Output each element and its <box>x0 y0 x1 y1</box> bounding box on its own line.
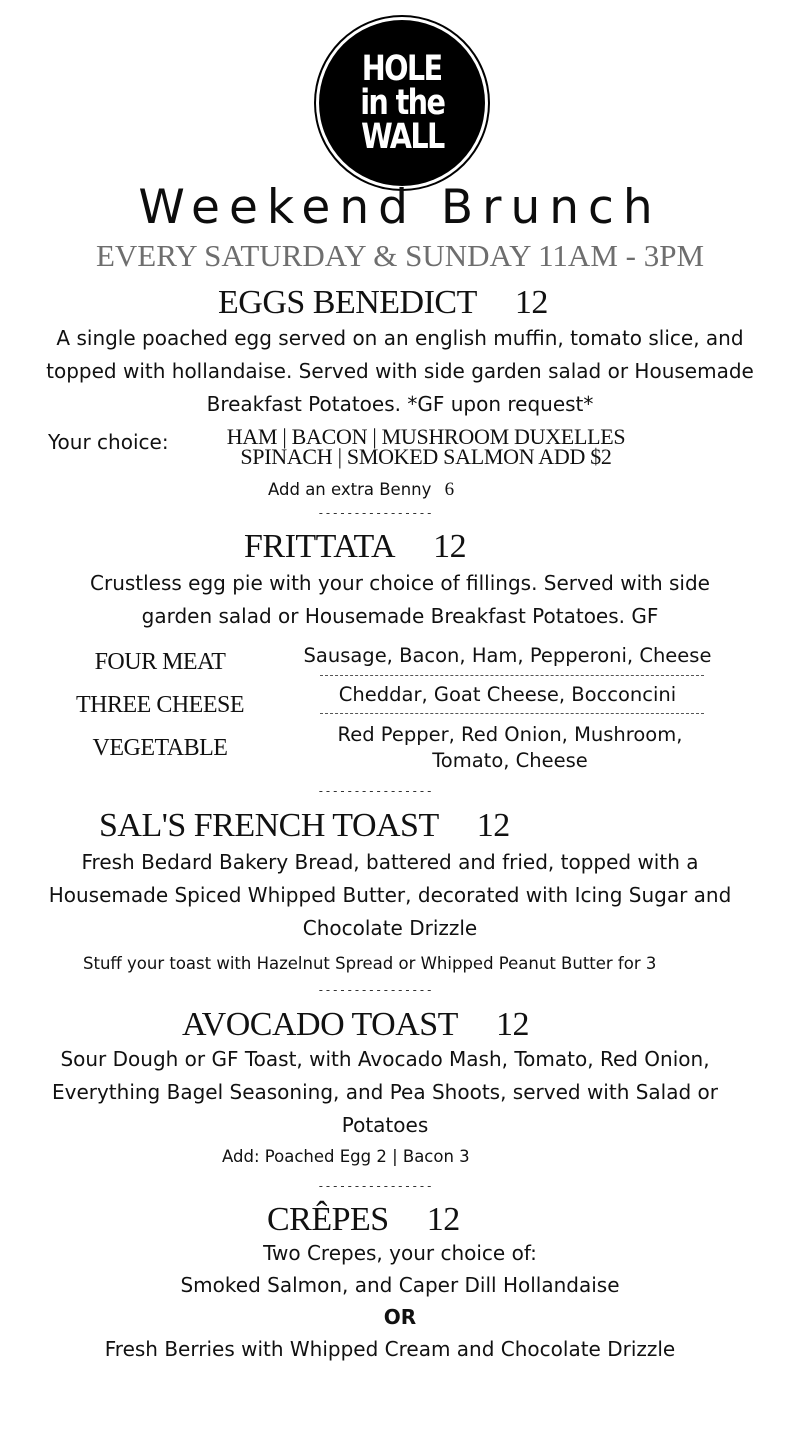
avocado-toast-name: AVOCADO TOAST <box>182 1006 458 1043</box>
frittata-price: 12 <box>433 528 467 565</box>
divider: ---------------- <box>317 784 433 798</box>
avocado-toast-addons: Add: Poached Egg 2 | Bacon 3 <box>222 1147 470 1166</box>
page-title: Weekend Brunch <box>138 180 662 235</box>
logo-badge <box>319 20 485 186</box>
frittata-option-name: VEGETABLE <box>92 735 228 761</box>
choice-options-line-1: HAM | BACON | MUSHROOM DUXELLES <box>226 424 626 449</box>
avocado-toast-description: Sour Dough or GF Toast, with Avocado Mash, Tomato, Red Onion, Everything Bagel Seasoning, and Pea Shoots, served with Salad or Potatoes <box>51 1047 719 1137</box>
extra-benny-price: 6 <box>444 479 455 500</box>
dotted-divider <box>320 675 704 676</box>
eggs-benedict-description: A single poached egg served on an english muffin, tomato slice, and topped with hollandaise. Served with side garden salad or Housemade Breakfast Potatoes. *GF upon request* <box>46 326 754 416</box>
frittata-option-name: FOUR MEAT <box>94 649 226 675</box>
extra-benny <box>268 479 454 501</box>
french-toast-heading <box>99 807 510 845</box>
french-toast-name: SAL'S FRENCH TOAST <box>99 807 439 844</box>
eggs-benedict-choice-label: Your choice: <box>48 430 169 454</box>
divider: ---------------- <box>317 983 433 997</box>
french-toast-price: 12 <box>476 807 510 844</box>
frittata-option-fillings: Sausage, Bacon, Ham, Pepperoni, Cheese <box>303 644 712 667</box>
choice-options-line-2: SPINACH | SMOKED SALMON ADD $2 <box>240 444 612 469</box>
crepes-intro: Two Crepes, your choice of: <box>263 1241 537 1265</box>
eggs-benedict-name: EGGS BENEDICT <box>218 284 477 321</box>
logo-line-1: HOLE <box>362 49 442 89</box>
eggs-benedict-heading <box>218 284 548 322</box>
eggs-benedict-price: 12 <box>514 284 548 321</box>
frittata-heading <box>244 528 466 566</box>
avocado-toast-heading <box>182 1006 529 1044</box>
crepes-price: 12 <box>426 1201 460 1238</box>
eggs-benedict-choice-options <box>186 424 666 469</box>
crepes-or: OR <box>383 1305 417 1329</box>
dotted-divider <box>320 713 704 714</box>
extra-benny-label: Add an extra Benny <box>268 480 432 499</box>
frittata-name: FRITTATA <box>244 528 396 565</box>
crepes-option-1: Smoked Salmon, and Caper Dill Hollandaise <box>180 1273 620 1297</box>
schedule-subtitle: EVERY SATURDAY & SUNDAY 11AM - 3PM <box>95 238 705 273</box>
divider: ---------------- <box>317 1179 433 1193</box>
frittata-option-fillings: Red Pepper, Red Onion, Mushroom, Tomato, Cheese <box>337 723 683 772</box>
logo-line-3: WALL <box>360 117 444 157</box>
avocado-toast-price: 12 <box>495 1006 529 1043</box>
frittata-option-name: THREE CHEESE <box>76 692 244 718</box>
french-toast-description: Fresh Bedard Bakery Bread, battered and fried, topped with a Housemade Spiced Whipped Butter, decorated with Icing Sugar and Chocolate Drizzle <box>48 850 732 940</box>
divider: ---------------- <box>317 506 433 520</box>
crepes-heading <box>267 1201 460 1239</box>
crepes-option-2: Fresh Berries with Whipped Cream and Chocolate Drizzle <box>104 1337 676 1361</box>
frittata-description: Crustless egg pie with your choice of fillings. Served with side garden salad or Housemade Breakfast Potatoes. GF <box>90 571 710 628</box>
french-toast-note: Stuff your toast with Hazelnut Spread or Whipped Peanut Butter for 3 <box>83 954 657 973</box>
crepes-name: CRÊPES <box>267 1201 389 1238</box>
logo-line-2: in the <box>359 83 445 123</box>
frittata-option-fillings: Cheddar, Goat Cheese, Bocconcini <box>338 683 677 706</box>
